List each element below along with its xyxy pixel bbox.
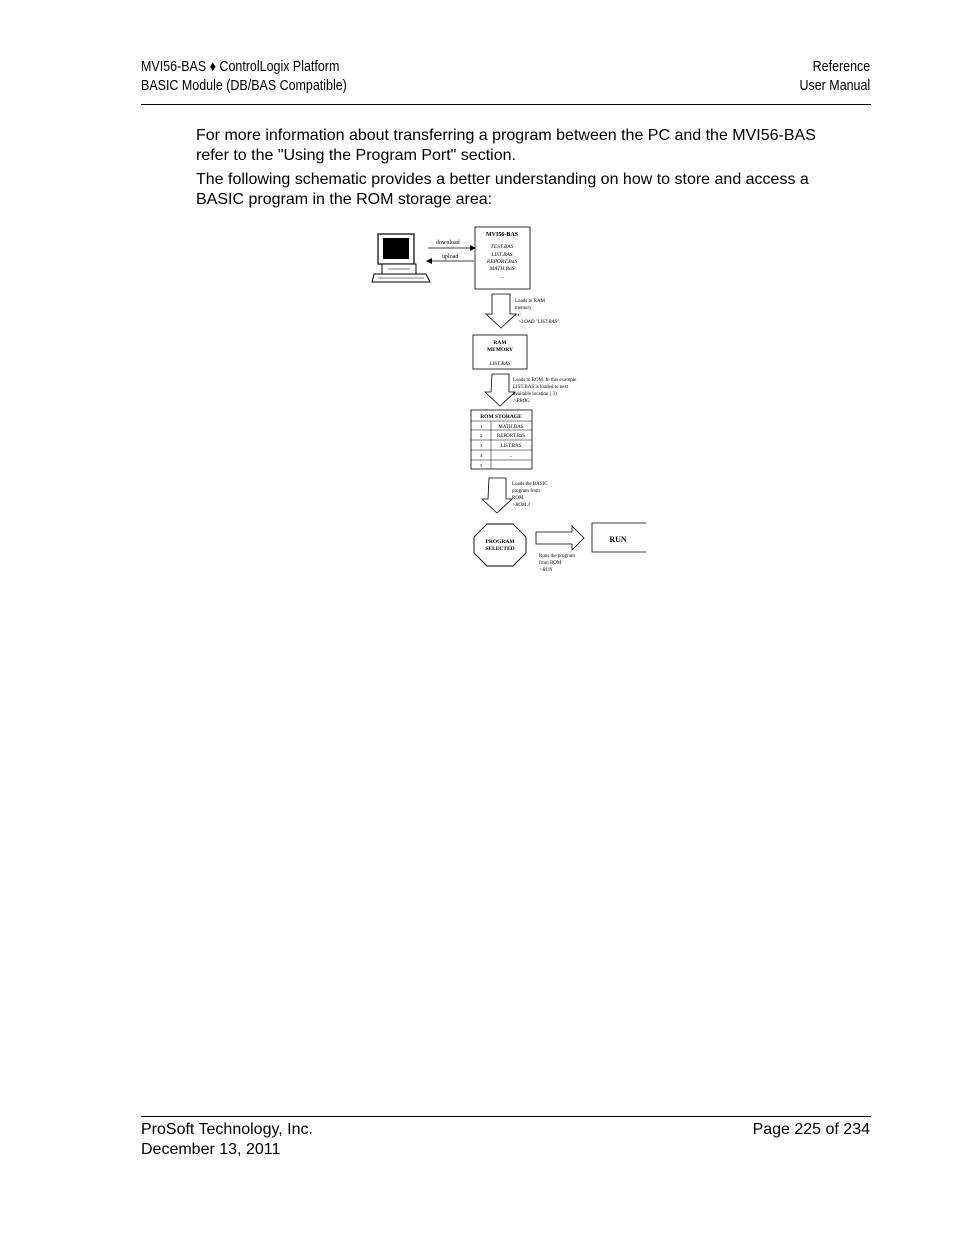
paragraph-transfer-info: For more information about transferring a program between the PC and the MVI56-BAS refer to the "Using the Program Port" section.: [196, 127, 816, 164]
step4-note: from ROM: [539, 561, 562, 566]
module-file: TEST.BAS: [490, 244, 514, 250]
footer-company: ProSoft Technology, Inc.: [141, 1121, 313, 1138]
ram-title: MEMORY: [486, 347, 514, 353]
step2-note: Loads to ROM. In this example: [513, 378, 577, 383]
header-divider: [141, 104, 871, 105]
module-file: MATH.BaS: [489, 266, 515, 272]
computer-icon: [372, 234, 430, 282]
module-file: REPORT.BaS: [486, 259, 518, 265]
down-arrow-icon: [482, 478, 512, 513]
program-selected-octagon: [474, 524, 526, 566]
step1-note: ex:: [515, 313, 522, 318]
ram-title: RAM: [493, 340, 507, 346]
header-module-line: BASIC Module (DB/BAS Compatible): [141, 78, 347, 94]
rom-slot-number: 2: [480, 433, 483, 438]
down-arrow-icon: [486, 294, 516, 328]
ram-file: LIST.BAS: [489, 361, 511, 367]
footer-date: December 13, 2011: [141, 1141, 281, 1158]
upload-label: upload: [442, 254, 459, 260]
step4-note: Runs the program: [539, 554, 575, 559]
running-header-left: [141, 58, 347, 96]
module-file: LIST.BAS: [491, 252, 513, 258]
footer-left: [141, 1120, 313, 1160]
step3-note: >ROM 3: [512, 503, 530, 508]
program-label: PROGRAM: [485, 539, 515, 545]
header-doc-type: User Manual: [799, 78, 870, 94]
program-label: SELECTED: [485, 546, 515, 552]
run-label: RUN: [609, 535, 627, 544]
step1-note: memory: [515, 306, 532, 311]
rom-storage-table: [471, 410, 532, 469]
down-arrow-icon: [485, 374, 515, 406]
step3-note: Loads the BASIC: [512, 482, 548, 487]
header-product-line: MVI56-BAS ♦ ControlLogix Platform: [141, 59, 340, 75]
step1-note: >LOAD "LIST.BAS": [518, 320, 560, 325]
module-title: MVI56-BAS: [485, 232, 519, 238]
footer-divider: [141, 1116, 871, 1117]
step3-note: program from: [512, 489, 540, 494]
rom-slot-file: REPORT.BaS: [496, 434, 526, 439]
running-header-right: [799, 58, 870, 96]
step4-note: >RUN: [539, 568, 553, 573]
header-section: Reference: [812, 59, 870, 75]
page-number: Page 225 of 234: [752, 1121, 870, 1138]
rom-slot-number: 5: [480, 463, 483, 468]
rom-slot-number: 1: [480, 424, 483, 429]
rom-slot-file: LIST.BAS: [500, 444, 522, 449]
right-arrow-icon: [536, 526, 584, 550]
rom-slot-file: MATH.BAS: [498, 425, 524, 430]
rom-slot-number: 4: [480, 453, 483, 458]
rom-slot-file: ..: [509, 454, 513, 459]
paragraph-schematic-intro: The following schematic provides a better understanding on how to store and access a BASIC program in the ROM storage area:: [196, 171, 809, 208]
download-label: download: [436, 240, 460, 246]
step3-note: ROM: [512, 496, 524, 501]
step1-note: Loads to RAM: [515, 299, 545, 304]
step2-note: LIST.BAS is loaded to next: [513, 385, 569, 390]
step2-note: available location ( 3): [513, 392, 557, 397]
step2-note: >PROG: [513, 399, 530, 404]
rom-storage-schematic: [370, 222, 660, 582]
rom-title: ROM STORAGE: [480, 414, 522, 420]
module-file: ...: [499, 274, 505, 280]
rom-slot-number: 3: [480, 443, 483, 448]
footer-right: [753, 1120, 870, 1140]
